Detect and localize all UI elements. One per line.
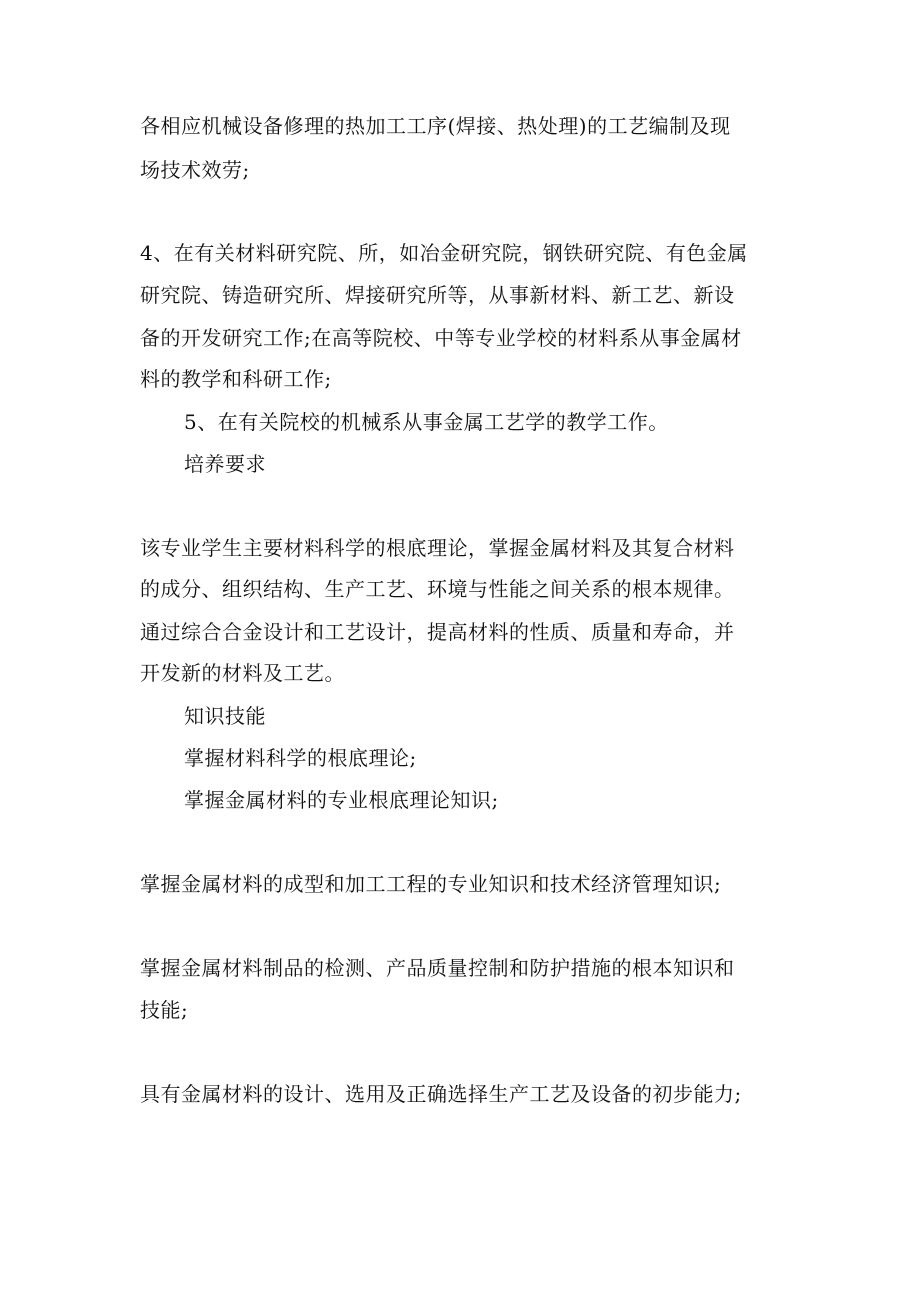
text-line: 4、在有关材料研究院、所，如冶金研究院，钢铁研究院、有色金属 [140,241,748,265]
text-line: 具有金属材料的设计、选用及正确选择生产工艺及设备的初步能力; [140,1082,742,1106]
text-line: 掌握材料科学的根底理论; [184,746,417,770]
text-line: 通过综合合金设计和工艺设计，提高材料的性质、质量和寿命，并 [140,620,735,644]
text-line: 5、在有关院校的机械系从事金属工艺学的教学工作。 [184,410,669,434]
text-line: 研究院、铸造研究所、焊接研究所等，从事新材料、新工艺、新设 [140,283,735,307]
section-heading: 知识技能 [184,704,266,728]
text-line: 掌握金属材料的成型和加工工程的专业知识和技术经济管理知识; [140,872,722,896]
section-heading: 培养要求 [184,452,266,476]
text-line: 掌握金属材料的专业根底理论知识; [184,788,499,812]
text-line: 料的教学和科研工作; [140,367,332,391]
text-line: 的成分、组织结构、生产工艺、环境与性能之间关系的根本规律。 [140,577,735,601]
text-line: 该专业学生主要材料科学的根底理论，掌握金属材料及其复合材料 [140,536,735,560]
text-line: 各相应机械设备修理的热加工工序(焊接、热处理)的工艺编制及现 [140,114,731,138]
text-line: 场技术效劳; [140,158,250,182]
text-line: 开发新的材料及工艺。 [140,661,345,685]
text-line: 掌握金属材料制品的检测、产品质量控制和防护措施的根本知识和 [140,956,735,980]
text-line: 技能; [140,998,189,1022]
text-line: 备的开发研究工作;在高等院校、中等专业学校的材料系从事金属材 [140,326,742,350]
